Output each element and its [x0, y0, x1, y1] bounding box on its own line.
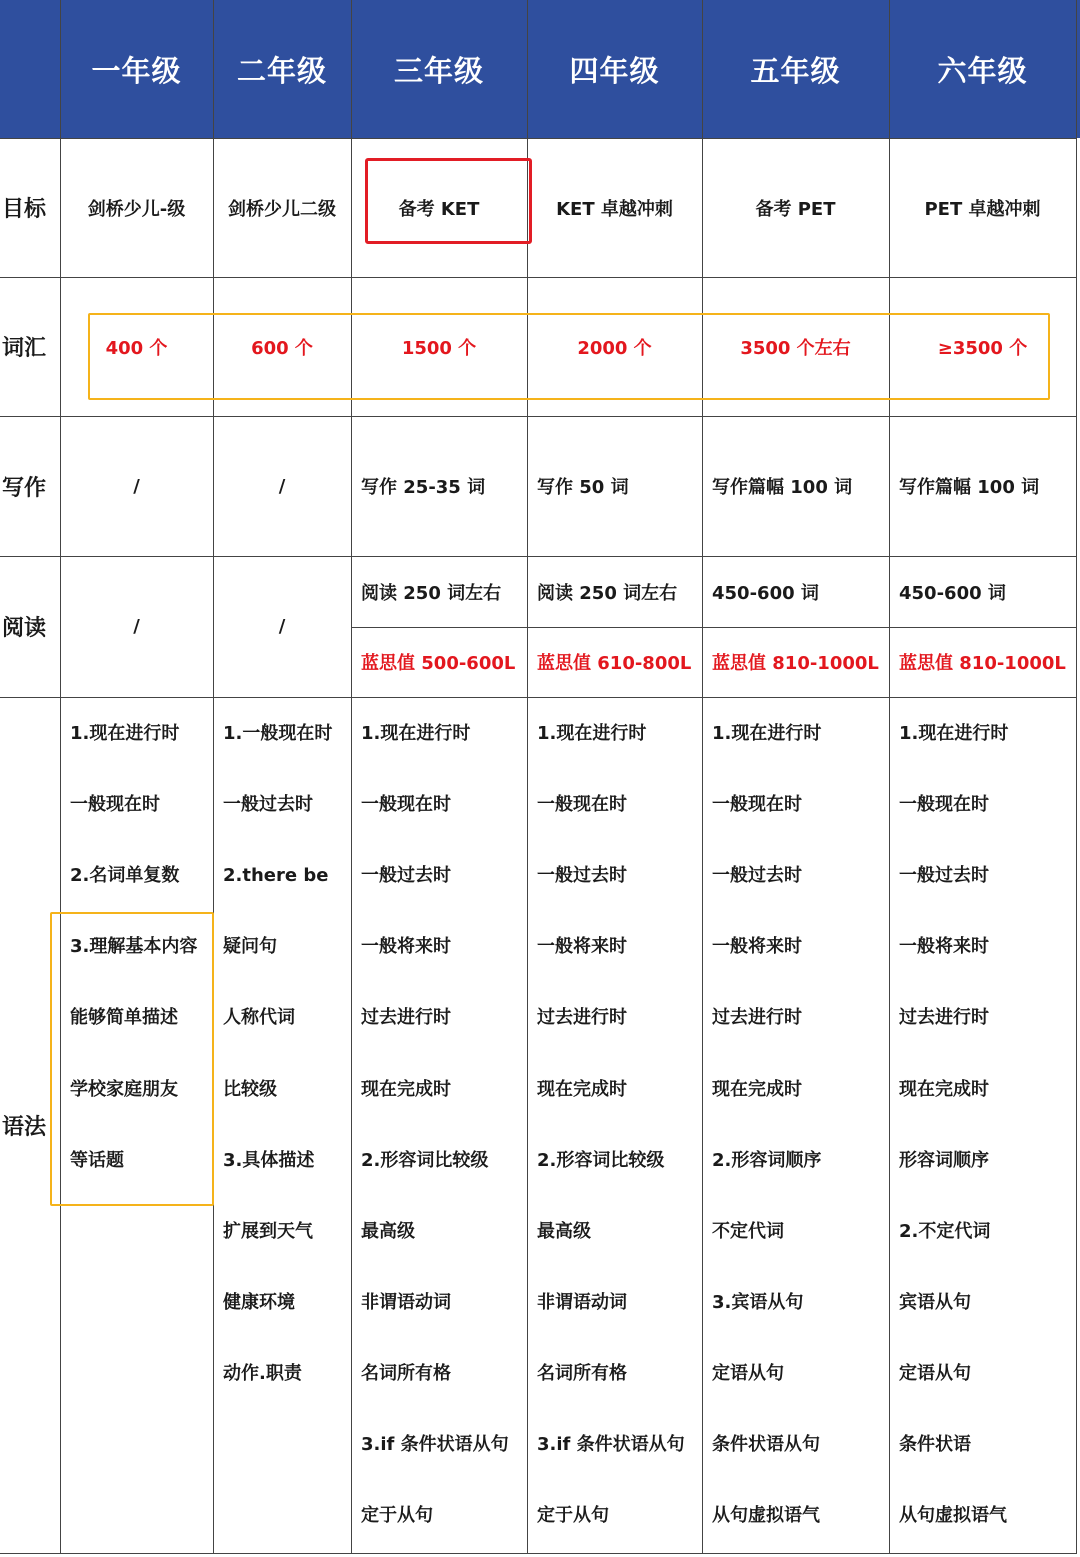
grammar-item: 1.现在进行时: [899, 723, 1009, 744]
grammar-item: 一般过去时: [361, 865, 451, 887]
grid-vline: [1076, 0, 1077, 1553]
grammar-item: 条件状语从句: [712, 1434, 820, 1455]
grammar-item: 定语从句: [712, 1362, 784, 1384]
grammar-item: 过去进行时: [361, 1007, 451, 1029]
grammar-item: 一般现在时: [70, 794, 160, 816]
grammar-item: 定于从句: [537, 1505, 609, 1527]
grammar-item: 现在完成时: [712, 1078, 802, 1100]
grammar-item: 非谓语动词: [537, 1291, 627, 1313]
reading-cell: 450-600 词: [712, 582, 819, 604]
grammar-item: 1.一般现在时: [223, 723, 333, 744]
row-label-writing: 写作: [2, 475, 47, 501]
goal-cell: 剑桥少儿-级: [87, 198, 186, 220]
writing-cell: /: [278, 475, 286, 497]
grammar-item: 一般将来时: [712, 936, 802, 958]
grammar-item: 一般现在时: [361, 794, 451, 816]
grade-header: 六年级: [937, 53, 1028, 88]
grammar-item: 一般将来时: [899, 936, 989, 958]
grammar-item: 过去进行时: [537, 1007, 627, 1029]
grammar-item: 过去进行时: [899, 1007, 989, 1029]
grammar-item: 1.现在进行时: [361, 723, 471, 744]
grammar-item: 人称代词: [223, 1007, 295, 1029]
grammar-item: 疑问句: [223, 936, 277, 958]
writing-cell: 写作篇幅 100 词: [899, 477, 1040, 498]
row-label-vocab: 词汇: [2, 336, 47, 361]
highlight-box-grammar: [50, 912, 214, 1206]
vocab-cell: 1500 个: [401, 337, 477, 359]
grammar-item: 条件状语: [899, 1434, 971, 1455]
grammar-item: 2.形容词顺序: [712, 1149, 822, 1171]
grade-header: 三年级: [393, 53, 484, 88]
grammar-item: 从句虚拟语气: [899, 1505, 1007, 1527]
grammar-item: 现在完成时: [899, 1078, 989, 1100]
grammar-item: 一般将来时: [361, 936, 451, 958]
grammar-item: 等话题: [70, 1149, 124, 1171]
grammar-item: 一般过去时: [712, 865, 802, 887]
vocab-cell: 400 个: [105, 337, 168, 359]
grammar-item: 不定代词: [712, 1220, 784, 1242]
grammar-item: 定于从句: [361, 1505, 433, 1527]
grammar-item: 名词所有格: [361, 1362, 451, 1384]
vocab-cell: 3500 个左右: [740, 337, 851, 359]
highlight-box-vocab: [88, 313, 1050, 400]
grammar-item: 3.if 条件状语从句: [537, 1434, 685, 1455]
grammar-item: 最高级: [361, 1220, 415, 1242]
grammar-item: 一般现在时: [712, 794, 802, 816]
vocab-cell: ≥3500 个: [937, 337, 1028, 359]
row-label-goal: 目标: [2, 197, 47, 222]
grammar-item: 一般过去时: [223, 794, 313, 816]
grammar-item: 3.理解基本内容: [70, 936, 198, 958]
writing-cell: /: [133, 475, 140, 497]
grammar-item: 形容词顺序: [899, 1149, 989, 1171]
grammar-item: 一般现在时: [899, 794, 989, 816]
grammar-item: 能够简单描述: [70, 1007, 178, 1029]
highlight-box-ket: [365, 158, 532, 244]
grammar-item: 1.现在进行时: [712, 723, 822, 744]
vocab-cell: 600 个: [251, 337, 313, 359]
reading-cell: 阅读 250 词左右: [361, 582, 502, 604]
row-label-grammar: 语法: [2, 1114, 47, 1140]
grammar-item: 1.现在进行时: [537, 723, 647, 744]
grid-hline: [0, 697, 1077, 698]
lexile-cell: 蓝思值 810-1000L: [712, 653, 879, 674]
grammar-item: 最高级: [537, 1220, 591, 1242]
grid-hline: [0, 1553, 1077, 1554]
goal-cell: PET 卓越冲刺: [924, 198, 1041, 220]
reading-cell: 阅读 250 词左右: [537, 582, 678, 604]
goal-cell: 备考 PET: [755, 198, 836, 220]
reading-cell: /: [133, 616, 140, 637]
reading-cell: /: [278, 616, 286, 637]
lexile-cell: 蓝思值 500-600L: [361, 653, 516, 674]
grammar-item: 从句虚拟语气: [712, 1505, 820, 1527]
writing-cell: 写作 25-35 词: [361, 477, 486, 498]
grade-header: 二年级: [236, 53, 327, 88]
grammar-item: 动作.职责: [223, 1362, 302, 1384]
grammar-item: 3.if 条件状语从句: [361, 1434, 509, 1455]
grammar-item: 2.形容词比较级: [537, 1149, 665, 1171]
grammar-item: 2.there be: [223, 865, 329, 887]
row-label-reading: 阅读: [2, 616, 47, 641]
goal-cell: 剑桥少儿二级: [228, 198, 336, 220]
grammar-item: 宾语从句: [899, 1291, 971, 1313]
grade-header: 五年级: [750, 53, 841, 88]
grammar-item: 非谓语动词: [361, 1291, 451, 1313]
grammar-item: 一般过去时: [899, 865, 989, 887]
grammar-item: 现在完成时: [361, 1078, 451, 1100]
grammar-item: 现在完成时: [537, 1078, 627, 1100]
grammar-item: 1.现在进行时: [70, 723, 180, 744]
grammar-item: 一般过去时: [537, 865, 627, 887]
goal-cell: KET 卓越冲刺: [556, 198, 673, 220]
grammar-item: 2.形容词比较级: [361, 1149, 489, 1171]
grammar-item: 3.具体描述: [223, 1149, 315, 1171]
grammar-item: 过去进行时: [712, 1007, 802, 1029]
grammar-item: 一般现在时: [537, 794, 627, 816]
grammar-item: 3.宾语从句: [712, 1291, 804, 1313]
grammar-item: 定语从句: [899, 1362, 971, 1384]
grammar-item: 2.名词单复数: [70, 865, 180, 887]
grammar-item: 健康环境: [223, 1291, 295, 1313]
grammar-item: 比较级: [223, 1078, 277, 1100]
grammar-item: 一般将来时: [537, 936, 627, 958]
goal-cell: 备考 KET: [398, 198, 480, 220]
writing-cell: 写作篇幅 100 词: [712, 477, 853, 498]
grammar-item: 2.不定代词: [899, 1220, 991, 1242]
vocab-cell: 2000 个: [577, 337, 652, 359]
grade-header: 四年级: [569, 53, 660, 88]
writing-cell: 写作 50 词: [537, 477, 629, 498]
grammar-item: 名词所有格: [537, 1362, 627, 1384]
grammar-item: 学校家庭朋友: [70, 1078, 178, 1100]
grade-header: 一年级: [91, 53, 182, 88]
lexile-cell: 蓝思值 610-800L: [537, 653, 692, 674]
grammar-item: 扩展到天气: [223, 1220, 313, 1242]
reading-cell: 450-600 词: [899, 582, 1006, 604]
lexile-cell: 蓝思值 810-1000L: [899, 653, 1066, 674]
